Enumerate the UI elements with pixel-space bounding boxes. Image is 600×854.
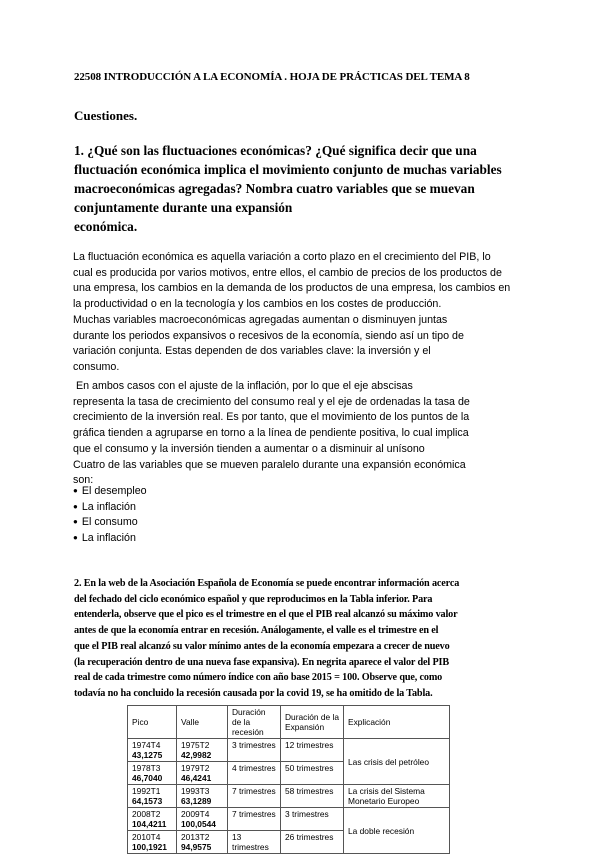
answer-line: En ambos casos con el ajuste de la inflación, por lo que el eje abscisas xyxy=(73,380,413,392)
question-1-line: conjuntamente durante una expansión xyxy=(74,200,293,215)
question-2-line: (la recuperación dentro de una nueva fase expansiva). En negrita aparece el valor del PIB xyxy=(74,656,449,668)
cell-explicacion: La crisis del Sistema Monetario Europeo xyxy=(344,785,450,808)
answer-line: una empresa, los cambios en la demanda de los productos de una empresa, los cambios en xyxy=(73,282,511,295)
business-cycle-table xyxy=(127,705,450,854)
answer-line: representa la tasa de crecimiento del consumo real y el eje de ordenadas la tasa de xyxy=(73,395,470,408)
cell-explicacion: Las crisis del petróleo xyxy=(344,739,450,785)
cell-expansion: 50 trimestres xyxy=(281,762,344,785)
table-row xyxy=(128,785,450,808)
document-title: 22508 INTRODUCCIÓN A LA ECONOMÍA . HOJA DE PRÁCTICAS DEL TEMA 8 xyxy=(74,71,470,83)
answer-line: Cuatro de las variables que se mueven paralelo durante una expansión económica xyxy=(73,458,466,471)
answer-line: que el consumo y la inversión tienden a aumentar o a disminuir al unísono xyxy=(73,442,425,455)
cell-valle: 2013T2 94,9575 xyxy=(177,831,228,854)
cell-pico: 1978T3 46,7040 xyxy=(128,762,177,785)
answer-line: La fluctuación económica es aquella variación a corto plazo en el crecimiento del PIB, lo xyxy=(73,251,491,263)
question-1-line: 1. ¿Qué son las fluctuaciones económicas? ¿Qué significa decir que una xyxy=(74,143,477,158)
question-1-line: económica. xyxy=(74,219,138,234)
cell-recesion: 13 trimestres xyxy=(228,831,281,854)
answer-line: son: xyxy=(73,474,94,487)
cell-valle: 1979T2 46,4241 xyxy=(177,762,228,785)
cell-pico: 1974T4 43,1275 xyxy=(128,739,177,762)
header-expansion: Duración de la Expansión xyxy=(281,706,344,739)
header-valle: Valle xyxy=(177,706,228,739)
question-2-line: antes de que la economía entrar en recesión. Análogamente, el valle es el trimestre en el xyxy=(74,625,439,637)
question-1-line: fluctuación económica implica el movimiento conjunto de muchas variables xyxy=(74,162,502,177)
cell-valle: 1993T3 63,1289 xyxy=(177,785,228,808)
table-header-row xyxy=(128,706,450,739)
list-item: ● El desempleo xyxy=(73,484,147,500)
header-explicacion: Explicación xyxy=(344,706,450,739)
question-1 xyxy=(74,141,534,236)
header-pico: Pico xyxy=(128,706,177,739)
cell-pico: 1992T1 64,1573 xyxy=(128,785,177,808)
cell-valle: 2009T4 100,0544 xyxy=(177,808,228,831)
list-item: ● La inflación xyxy=(73,531,147,547)
cell-valle: 1975T2 42,9982 xyxy=(177,739,228,762)
question-2-line: entenderla, observe que el pico es el trimestre en el que el PIB real alcanzó su máximo valor xyxy=(74,609,458,621)
question-2-line: todavía no ha concluido la recesión causada por la covid 19, se ha omitido de la Tabla. xyxy=(74,687,433,699)
question-2-line: real de cada trimestre como número índice con año base 2015 = 100. Observe que, como xyxy=(74,672,443,684)
answer-line: Muchas variables macroeconómicas agregadas aumentan o disminuyen juntas xyxy=(73,313,448,326)
cell-expansion: 58 trimestres xyxy=(281,785,344,808)
header-recesion: Duración de la recesión xyxy=(228,706,281,739)
question-2-line: 2. En la web de la Asociación Española de Economía se puede encontrar información acerca xyxy=(74,578,460,589)
list-item: ● El consumo xyxy=(73,515,147,531)
answer-line: variación conjunta. Estas dependen de dos variables clave: la inversión y el xyxy=(73,345,431,358)
cell-recesion: 4 trimestres xyxy=(228,762,281,785)
cell-explicacion: La doble recesión xyxy=(344,808,450,854)
answer-line: cual es producida por varios motivos, entre ellos, el cambio de precios de los productos de xyxy=(73,266,502,279)
answer-line: la productividad o en la tecnología y los cambios en los costes de producción. xyxy=(73,298,442,311)
question-1-line: macroeconómicas agregadas? Nombra cuatro variables que se muevan xyxy=(74,181,475,196)
answer-paragraph-1 xyxy=(73,250,543,376)
list-item: ● La inflación xyxy=(73,500,147,516)
answer-line: gráfica tienden a agruparse en torno a la línea de pendiente positiva, lo cual implica xyxy=(73,427,469,440)
section-heading: Cuestiones. xyxy=(74,108,138,123)
cell-pico: 2010T4 100,1921 xyxy=(128,831,177,854)
answer-line: durante los periodos expansivos o recesivos de la economía, siendo así un tipo de xyxy=(73,329,464,342)
answer-line: crecimiento de la inversión real. Es por tanto, que el movimiento de los puntos de la xyxy=(73,411,470,424)
question-2 xyxy=(74,576,530,702)
cell-recesion: 7 trimestres xyxy=(228,785,281,808)
table-row xyxy=(128,739,450,762)
answer-line: consumo. xyxy=(73,360,120,373)
question-2-line: que el PIB real alcanzó su valor mínimo antes de la economía empezara a crecer de nuevo xyxy=(74,640,450,652)
table-row xyxy=(128,808,450,831)
cell-expansion: 3 trimestres xyxy=(281,808,344,831)
cell-recesion: 3 trimestres xyxy=(228,739,281,762)
variables-list xyxy=(73,484,147,547)
cell-recesion: 7 trimestres xyxy=(228,808,281,831)
cell-pico: 2008T2 104,4211 xyxy=(128,808,177,831)
cell-expansion: 26 trimestres xyxy=(281,831,344,854)
cell-expansion: 12 trimestres xyxy=(281,739,344,762)
question-2-line: del fechado del ciclo económico español y que reproducimos en la Tabla inferior. Para xyxy=(74,593,433,605)
answer-paragraph-2 xyxy=(73,379,543,489)
